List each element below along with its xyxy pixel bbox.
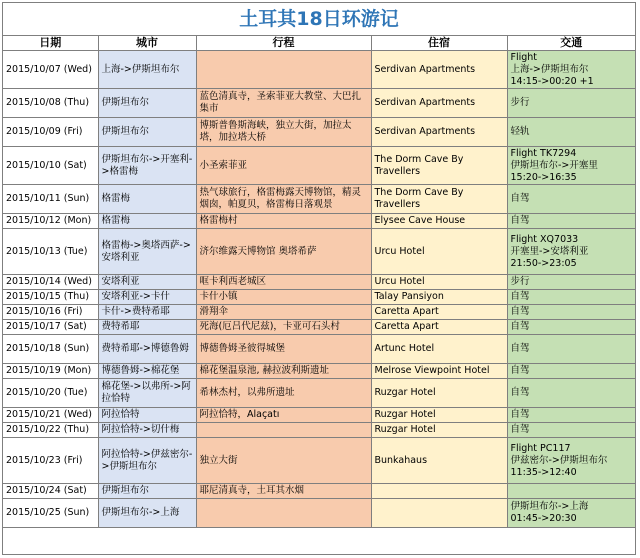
cell-transport [507,484,635,499]
cell-date: 2015/10/23 (Fri) [3,438,98,484]
cell-transport: 轻轨 [507,118,635,147]
cell-date: 2015/10/16 (Fri) [3,305,98,320]
cell-lodging: Serdivan Apartments [371,89,507,118]
cell-transport: 自驾 [507,305,635,320]
cell-itinerary: 耶尼清真寺，土耳其水烟 [196,484,371,499]
cell-city: 安塔利亚->卡什 [98,290,196,305]
table-row [3,118,635,147]
cell-city: 阿拉恰特 [98,408,196,423]
cell-lodging: Caretta Apart [371,320,507,335]
cell-itinerary: 济尔维露天博物馆 奥塔希萨 [196,229,371,275]
cell-transport: 自驾 [507,320,635,335]
cell-date: 2015/10/09 (Fri) [3,118,98,147]
cell-date: 2015/10/21 (Wed) [3,408,98,423]
cell-lodging: Melrose Viewpoint Hotel [371,364,507,379]
cell-transport: 自驾 [507,185,635,214]
cell-city: 卡什->费特希耶 [98,305,196,320]
table-row [3,499,635,528]
header-itinerary: 行程 [196,36,371,51]
cell-date: 2015/10/08 (Thu) [3,89,98,118]
cell-city: 格雷梅 [98,185,196,214]
cell-lodging: Ruzgar Hotel [371,423,507,438]
cell-itinerary: 热气球旅行，格雷梅露天博物馆，精灵烟囱，帕夏贝，格雷梅日落观景 [196,185,371,214]
cell-lodging: Caretta Apart [371,305,507,320]
cell-date: 2015/10/14 (Wed) [3,275,98,290]
cell-lodging: Artunc Hotel [371,335,507,364]
cell-itinerary [196,51,371,89]
cell-itinerary [196,423,371,438]
cell-city: 伊斯坦布尔 [98,118,196,147]
cell-lodging: The Dorm Cave By Travellers [371,147,507,185]
table-row [3,379,635,408]
cell-transport: Flight PC117 伊兹密尔->伊斯坦布尔 11:35->12:40 [507,438,635,484]
table-row [3,438,635,484]
cell-lodging: The Dorm Cave By Travellers [371,185,507,214]
header-transport: 交通 [507,36,635,51]
table-row [3,51,635,89]
cell-lodging: Urcu Hotel [371,275,507,290]
cell-transport: 步行 [507,275,635,290]
cell-city: 阿拉恰特->切什梅 [98,423,196,438]
cell-itinerary: 阿拉恰特，Alaçatı [196,408,371,423]
table-row [3,275,635,290]
cell-transport: Flight XQ7033 开塞里->安塔利亚 21:50->23:05 [507,229,635,275]
cell-city: 伊斯坦布尔 [98,89,196,118]
itinerary-sheet [2,2,636,555]
header-city: 城市 [98,36,196,51]
cell-city: 格雷梅->奥塔西萨->安塔利亚 [98,229,196,275]
table-row [3,214,635,229]
table-row [3,185,635,214]
cell-transport: 自驾 [507,364,635,379]
cell-transport: 自驾 [507,214,635,229]
cell-city: 安塔利亚 [98,275,196,290]
header-lodging: 住宿 [371,36,507,51]
table-row [3,147,635,185]
cell-transport: 步行 [507,89,635,118]
cell-date: 2015/10/22 (Thu) [3,423,98,438]
table-row [3,229,635,275]
cell-itinerary: 格雷梅村 [196,214,371,229]
itinerary-body [3,51,635,528]
cell-date: 2015/10/25 (Sun) [3,499,98,528]
cell-city: 伊斯坦布尔->上海 [98,499,196,528]
cell-lodging: Ruzgar Hotel [371,408,507,423]
cell-transport: 自驾 [507,290,635,305]
cell-date: 2015/10/07 (Wed) [3,51,98,89]
cell-transport: 自驾 [507,408,635,423]
table-row [3,305,635,320]
cell-city: 阿拉恰特->伊兹密尔->伊斯坦布尔 [98,438,196,484]
table-row [3,290,635,305]
cell-date: 2015/10/15 (Thu) [3,290,98,305]
table-row [3,89,635,118]
cell-itinerary: 博德鲁姆圣彼得城堡 [196,335,371,364]
cell-itinerary: 棉花堡温泉池, 赫拉波利斯遗址 [196,364,371,379]
cell-date: 2015/10/13 (Tue) [3,229,98,275]
cell-date: 2015/10/24 (Sat) [3,484,98,499]
cell-itinerary: 滑翔伞 [196,305,371,320]
cell-transport: Flight TK7294 伊斯坦布尔->开塞里 15:20->16:35 [507,147,635,185]
cell-itinerary: 哐卡利西老城区 [196,275,371,290]
cell-lodging: Serdivan Apartments [371,118,507,147]
cell-itinerary [196,499,371,528]
cell-itinerary: 希林杰村，以弗所遗址 [196,379,371,408]
cell-transport: Flight 上海->伊斯坦布尔 14:15->00:20 +1 [507,51,635,89]
cell-date: 2015/10/19 (Mon) [3,364,98,379]
cell-date: 2015/10/20 (Tue) [3,379,98,408]
sheet-title: 土耳其18日环游记 [3,3,635,36]
cell-lodging: Serdivan Apartments [371,51,507,89]
cell-city: 费特希耶->博德鲁姆 [98,335,196,364]
cell-itinerary: 独立大街 [196,438,371,484]
cell-transport: 伊斯坦布尔->上海 01:45->20:30 [507,499,635,528]
cell-city: 博德鲁姆->棉花堡 [98,364,196,379]
cell-date: 2015/10/11 (Sun) [3,185,98,214]
cell-lodging: Ruzgar Hotel [371,379,507,408]
cell-lodging: Bunkahaus [371,438,507,484]
cell-lodging: Elysee Cave House [371,214,507,229]
cell-lodging [371,484,507,499]
cell-date: 2015/10/18 (Sun) [3,335,98,364]
cell-date: 2015/10/17 (Sat) [3,320,98,335]
itinerary-table [3,36,635,528]
cell-lodging: Urcu Hotel [371,229,507,275]
header-row [3,36,635,51]
cell-itinerary: 博斯普鲁斯海峡，独立大街，加拉太塔，加拉塔大桥 [196,118,371,147]
table-row [3,364,635,379]
cell-date: 2015/10/12 (Mon) [3,214,98,229]
cell-itinerary: 卡什小镇 [196,290,371,305]
cell-city: 棉花堡->以弗所->阿拉恰特 [98,379,196,408]
cell-lodging: Talay Pansiyon [371,290,507,305]
table-row [3,408,635,423]
cell-itinerary: 蓝色清真寺，圣索菲亚大教堂、大巴扎集市 [196,89,371,118]
cell-date: 2015/10/10 (Sat) [3,147,98,185]
cell-lodging [371,499,507,528]
table-row [3,320,635,335]
cell-itinerary: 小圣索菲亚 [196,147,371,185]
table-row [3,335,635,364]
table-row [3,484,635,499]
cell-city: 费特希耶 [98,320,196,335]
cell-transport: 自驾 [507,379,635,408]
cell-transport: 自驾 [507,335,635,364]
cell-city: 上海->伊斯坦布尔 [98,51,196,89]
cell-itinerary: 死海(厄吕代尼兹)，卡亚可石头村 [196,320,371,335]
cell-city: 伊斯坦布尔 [98,484,196,499]
cell-city: 伊斯坦布尔->开塞利->格雷梅 [98,147,196,185]
table-row [3,423,635,438]
cell-city: 格雷梅 [98,214,196,229]
header-date: 日期 [3,36,98,51]
cell-transport: 自驾 [507,423,635,438]
